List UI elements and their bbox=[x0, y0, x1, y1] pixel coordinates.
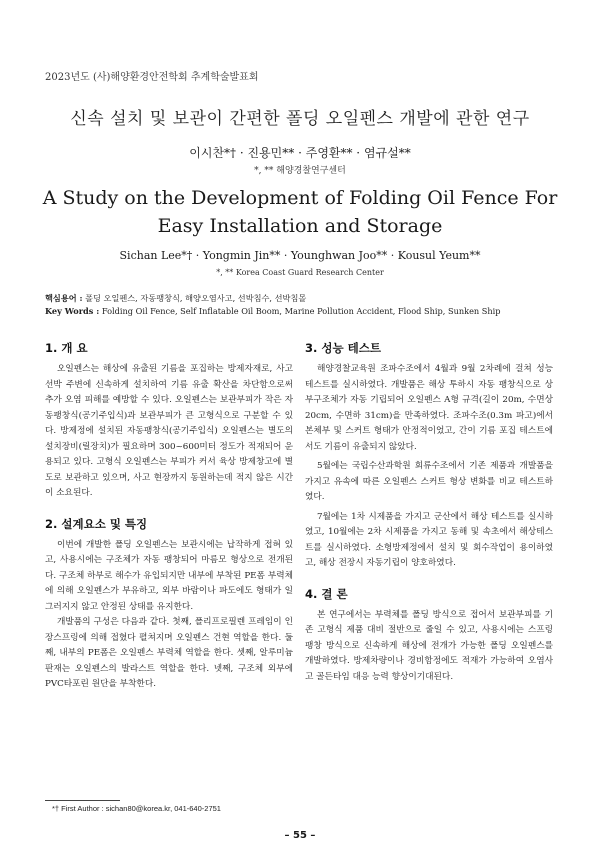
left-column bbox=[45, 340, 293, 703]
affiliation-korean: *, ** 해양경찰연구센터 bbox=[254, 166, 346, 176]
section-conclusion bbox=[305, 586, 553, 686]
conference-header: 2023년도 (사)해양환경안전학회 추계학술발표회 bbox=[45, 72, 259, 83]
keywords-korean-label: 핵심용어 : bbox=[45, 293, 83, 303]
section-heading: 3. 성능 테스트 bbox=[305, 341, 381, 355]
section-heading: 1. 개 요 bbox=[45, 341, 88, 355]
paragraph: 이번에 개발한 폴딩 오일펜스는 보관시에는 납작하게 접혀 있고, 사용시에는 구조체가 자동 팽창되어 마름모 형상으로 전개된다. 구조체 하부로 해수가 유입되지만 내부에 부착된 PE폼 부력체에 의해 오일펜스가 부유하고, 외부 바람이나 파도에도 형태가 일그러지지 않고 안정된 상태를 유지한다. bbox=[45, 539, 293, 612]
section-heading: 2. 설계요소 및 특징 bbox=[45, 516, 148, 531]
keywords-korean-text: 폴딩 오일펜스, 자동팽창식, 해양오염사고, 선박침수, 선박침몰 bbox=[85, 293, 307, 303]
section-overview bbox=[45, 340, 293, 502]
title-english: A Study on the Development of Folding Oil Fence For Easy Installation and Storage bbox=[42, 187, 558, 237]
affiliation-english: *, ** Korea Coast Guard Research Center bbox=[216, 268, 384, 277]
paragraph: 해양경찰교육원 조파수조에서 4월과 9월 2차례에 걸쳐 성능 테스트를 실시하였다. 개발품은 해상 투하시 자동 팽창식으로 상부구조체가 자동 기립되어 오일펜스 A형 규격(길이 20m, 수면상 20cm, 수면하 31cm)을 만족하였다. 조파수조(0.3m 파고)에서 본체부 및 스커트 형태가 안정적이었고, 간이 기름 포집 테스트에서도 기름이 유출되지 않았다. bbox=[305, 364, 553, 452]
keywords-english-label: Key Words : bbox=[45, 306, 100, 316]
keywords-english-text: Folding Oil Fence, Self Inflatable Oil Boom, Marine Pollution Accident, Flood Ship, Sunken Ship bbox=[101, 306, 501, 316]
footnote: *† First Author : sichan80@korea.kr, 041-640-2751 bbox=[52, 804, 221, 813]
section-design bbox=[45, 516, 293, 693]
authors-english: Sichan Lee*† · Yongmin Jin** · Younghwan Joo** · Kousul Yeum** bbox=[119, 249, 481, 262]
paragraph: 개발품의 구성은 다음과 같다. 첫째, 폴리프로필렌 프레임이 인장스프링에 의해 접혔다 펼쳐지며 오일펜스 건현 역할을 한다. 둘째, 내부의 PE폼은 오일펜스 부력체 역할을 한다. 셋째, 알루미늄 판재는 오일펜스의 발라스트 역할을 한다. 넷째, 구조체 외부에 PVC타포린 원단을 부착한다. bbox=[45, 617, 293, 689]
section-performance-test bbox=[305, 340, 553, 572]
paragraph: 오일펜스는 해상에 유출된 기름을 포집하는 방제자재로, 사고 선박 주변에 신속하게 설치하여 기름 유출 확산을 차단함으로써 추가 오염 피해를 예방할 수 있다. 오일펜스는 보관부피가 작은 자동팽창식(공기주입식)과 보관부피가 큰 고형식으로 구분할 수 있다. 방제정에 설치된 자동팽창식(공기주입식) 오일펜스는 별도의 설치장비(릴장치)가 필요하며 300~600미터 정도가 적재되어 운용되고 있다. 고형식 오일펜스는 부피가 커서 육상 방제창고에 별도로 보관하고 있으며, 사고 현장까지 동원하는데 적지 않은 시간이 소요된다. bbox=[45, 364, 293, 498]
footnote-divider bbox=[45, 800, 120, 801]
paragraph: 본 연구에서는 부력체를 폴딩 방식으로 접어서 보관부피를 기존 고형식 제품 대비 절반으로 줄일 수 있고, 사용시에는 스프링 팽창 방식으로 신속하게 해상에 전개가 가능한 폴딩 오일펜스를 개발하였다. 방제차량이나 경비함정에도 적재가 가능하여 오염사고 골든타임 대응 능력 향상이기대된다. bbox=[305, 609, 553, 682]
title-korean: 신속 설치 및 보관이 간편한 폴딩 오일펜스 개발에 관한 연구 bbox=[70, 109, 530, 129]
keywords-korean bbox=[45, 293, 565, 304]
page-number: – 55 – bbox=[284, 830, 316, 841]
right-column bbox=[305, 340, 553, 695]
paragraph: 5월에는 국립수산과학원 회류수조에서 기존 제품과 개발품을 가지고 유속에 따른 오일펜스 스커트 형상 변화를 비교 테스트하였다. bbox=[305, 461, 553, 502]
section-heading: 4. 결 론 bbox=[305, 586, 348, 601]
paragraph: 7월에는 1차 시제품을 가지고 군산에서 해상 테스트를 실시하였고, 10월에는 2차 시제품을 가지고 동해 및 속초에서 해상테스트를 실시하였다. 소형방제정에서 설치 및 회수작업이 용이하였고, 해상 전장시 자동기립이 양호하였다. bbox=[305, 511, 553, 568]
keywords-english bbox=[45, 306, 565, 317]
authors-korean: 이시찬*† · 진용민** · 주영환** · 염규설** bbox=[189, 146, 411, 160]
